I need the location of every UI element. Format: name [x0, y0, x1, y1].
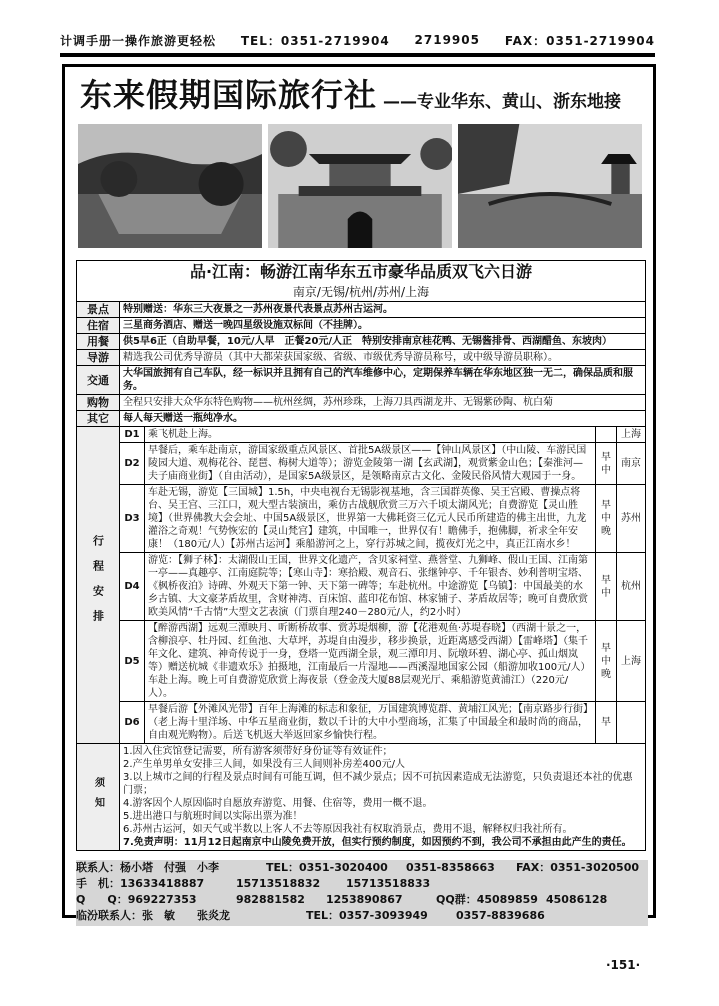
row-label: 住宿 — [77, 318, 120, 334]
day-meals: 早中 — [596, 553, 617, 621]
mobile-3: 15713518833 — [346, 877, 431, 890]
agency-slogan: ——专业华东、黄山、浙东地接 — [383, 92, 622, 112]
row-text: 特别赠送：华东三大夜景之一苏州夜景代表景点苏州古运河。 — [120, 302, 646, 318]
day-text: 【醉游西湖】远观三潭映月、听断桥故事、赏苏堤烟柳，游【花港观鱼·苏堤春晓】（西湖十景之一，含柳浪亭、牡丹园、红鱼池、大草坪，苏堤自由漫步，移步换景，近距离感受西湖）【雷峰塔】（集千年文化、建筑、神奇传说于一身，登塔一览西湖全景，观三潭印月、阮墩环碧、湖心亭、孤山烟岚等）赠送杭城《非遗欢乐》拍摄地，江南最后一片湿地——西溪湿地国家公园（船游加收100元/人）车赴上海。晚上可自费游览欣赏上海夜景（登金茂大厦88层观光厅、乘船游览黄浦江）（220元/人）。 — [145, 621, 596, 702]
row-text: 全程只安排大众华东特色购物——杭州丝绸，苏州珍珠，上海刀具西湖龙井、无锡紫砂陶、杭白菊 — [120, 395, 646, 411]
contact-row — [76, 908, 648, 924]
row-label: 交通 — [77, 366, 120, 395]
tour-cities: 南京/无锡/杭州/苏州/上海 — [76, 283, 646, 301]
tour-table-block — [76, 260, 646, 858]
notice-label: 须知 — [77, 744, 120, 851]
itinerary-row — [77, 485, 646, 553]
day-text: 游览：【狮子林】：太湖假山王国，世界文化遗产，含贝家祠堂、燕誉堂、九狮峰、假山王国、江南第一亭——真趣亭、江南庭院等；【寒山寺】：寒拾殿、观音石、张继钟亭、千年银杏、妙利普明宝塔、《枫桥夜泊》诗碑、外观天下第一钟、天下第一碑等；车赴杭州。中途游览【乌镇】：中国最美的水乡古镇、大文豪茅盾故里，含财神湾、百床馆、蓝印花布馆、林家铺子、茅盾故居等；晚可自费欣赏欧美风情“千古情”大型文艺表演（门票自理240－280元/人，约2小时） — [145, 553, 596, 621]
day-meals: 早中 — [596, 443, 617, 485]
table-row — [77, 366, 646, 395]
day-city: 南京 — [617, 443, 646, 485]
day-city: 上海 — [617, 621, 646, 702]
tagline: 计调手册一操作旅游更轻松 — [60, 33, 217, 48]
itinerary-row — [77, 553, 646, 621]
notice-item: 5.进出港口与航班时间以实际出票为准！ — [123, 811, 303, 822]
notice-item: 2.产生单男单女安排三人间，如果没有三人间则补房差400元/人 — [123, 759, 405, 770]
header-rule — [60, 53, 655, 57]
qq-2: 982881582 — [236, 893, 305, 906]
page-number: ·151· — [606, 958, 641, 972]
linfen-contacts: 临汾联系人：张 敏 张炎龙 — [76, 909, 230, 922]
contact-tel2: 0351-8358663 — [406, 861, 495, 874]
photo-garden — [78, 124, 262, 248]
header-tel2: 2719905 — [414, 33, 480, 47]
notice-row — [77, 744, 646, 851]
day-city — [617, 702, 646, 744]
contact-row — [76, 876, 648, 892]
row-text: 每人每天赠送一瓶纯净水。 — [120, 411, 646, 427]
day-label: D2 — [120, 443, 145, 485]
table-row — [77, 395, 646, 411]
photo-lake-pavilion — [458, 124, 642, 248]
day-label: D3 — [120, 485, 145, 553]
table-row — [77, 350, 646, 366]
itinerary-row — [77, 443, 646, 485]
day-meals: 早 — [596, 702, 617, 744]
day-text: 车赴无锡，游览【三国城】1.5h，中央电视台无锡影视基地，含三国群英像、吴王宫殿、曹操点将台、吴王宫、三江口，观大型古装演出，乘仿古战舰欣赏三万六千顷太湖风光；自费游览【灵山胜境】（世界佛教大会会址、中国5A级景区，世界第一大佛耗资三亿元人民币所建造的佛主出世，九龙灌浴之奇观！气势恢宏的【灵山梵宫】建筑，中国唯一，世界仅有！瞻佛手，抱佛脚，祈求全年安康！（180元/人）【苏州古运河】乘船游河之上，穿行苏城之间，揽夜灯光之中，真正江南水乡！ — [145, 485, 596, 553]
linfen-tel2: 0357-8839686 — [456, 909, 545, 922]
qq-3: 1253890867 — [326, 893, 403, 906]
itinerary-row — [77, 702, 646, 744]
mobile-1: 手 机：13633418887 — [76, 877, 205, 890]
day-text: 乘飞机赴上海。 — [145, 427, 596, 443]
photo-strip — [78, 124, 642, 248]
notice-item: 6.苏州古运河，如天气或半数以上客人不去等原因我社有权取消景点，费用不退，解释权归我社所有。 — [123, 824, 573, 835]
contact-people: 联系人：杨小塔 付强 小李 — [76, 861, 219, 874]
day-label: D6 — [120, 702, 145, 744]
contact-row — [76, 892, 648, 908]
notice-list — [120, 744, 646, 851]
contact-block — [76, 860, 648, 926]
agency-name: 东来假期国际旅行社 — [80, 76, 378, 114]
row-text: 精选我公司优秀导游员（其中大都荣获国家级、省级、市级优秀导游员称号，或中级导游员职称）。 — [120, 350, 646, 366]
header-tel: TEL：0351-2719904 — [240, 33, 390, 48]
day-meals: 早中晚 — [596, 621, 617, 702]
table-row — [77, 302, 646, 318]
table-row — [77, 411, 646, 427]
day-city: 苏州 — [617, 485, 646, 553]
notice-item: 7.免责声明：11月12日起南京中山陵免费开放，但实行预约制度，如因预约不到，我公司不承担由此产生的责任。 — [123, 837, 632, 848]
top-header-bar — [60, 26, 655, 54]
day-label: D5 — [120, 621, 145, 702]
itinerary-row — [77, 427, 646, 443]
row-text: 三星商务酒店、赠送一晚四星级设施双标间（不挂牌）。 — [120, 318, 646, 334]
table-row — [77, 318, 646, 334]
linfen-tel: TEL：0357-3093949 — [306, 909, 428, 922]
day-text: 早餐后，乘车赴南京，游国家级重点风景区、首批5A级景区——【钟山风景区】（中山陵、车游民国陵园大道、观梅花谷、琵琶、梅树大道等）；游览金陵第一湖【玄武湖】，观赏紫金山色；【秦淮河—夫子庙商业街】（自由活动），是国家5A级景区，是领略南京古文化、金陵民俗风情大观园于一身。 — [145, 443, 596, 485]
contact-tel: TEL：0351-3020400 — [266, 861, 388, 874]
qq-group: QQ群：45089859 — [436, 893, 538, 906]
day-meals: 早中晚 — [596, 485, 617, 553]
notice-item: 3.以上城市之间的行程及景点时间有可能互调，但不减少景点；因不可抗因素造成无法游览，只负责退还本社的优惠门票； — [123, 772, 633, 796]
tour-title: 品·江南：畅游江南华东五市豪华品质双飞六日游 — [76, 260, 646, 283]
notice-item: 4.游客因个人原因临时自愿放弃游览、用餐、住宿等，费用一概不退。 — [123, 798, 433, 809]
row-label: 购物 — [77, 395, 120, 411]
table-row — [77, 334, 646, 350]
row-label: 其它 — [77, 411, 120, 427]
row-label: 用餐 — [77, 334, 120, 350]
day-meals — [596, 427, 617, 443]
row-label: 景点 — [77, 302, 120, 318]
day-city: 杭州 — [617, 553, 646, 621]
mobile-2: 15713518832 — [236, 877, 321, 890]
itinerary-row — [77, 621, 646, 702]
day-label: D1 — [120, 427, 145, 443]
row-text: 供5早6正（自助早餐，10元/人早 正餐20元/人正 特别安排南京桂花鸭、无锡酱排骨、西湖醋鱼、东坡肉） — [120, 334, 646, 350]
row-text: 大华国旅拥有自己车队，经一标识并且拥有自己的汽车维修中心，定期保养车辆在华东地区独一无二，确保品质和服务。 — [120, 366, 646, 395]
qq-group-2: 45086128 — [546, 893, 608, 906]
tour-info-table — [76, 301, 646, 851]
contact-row — [76, 860, 648, 876]
day-text: 早餐后游【外滩风光带】百年上海滩的标志和象征，万国建筑博览群、黄埔江风光；【南京路步行街】（老上海十里洋场、中华五星商业街，数以千计的大中小型商场，汇集了中国最全和最时尚的商品，自由观光购物）。后送飞机返大举返回家乡愉快行程。 — [145, 702, 596, 744]
row-label: 导游 — [77, 350, 120, 366]
contact-fax: FAX：0351-3020500 — [516, 861, 640, 874]
qq-1: Q Q：969227353 — [76, 893, 197, 906]
photo-gate — [268, 124, 452, 248]
day-city: 上海 — [617, 427, 646, 443]
itinerary-label: 行程安排 — [77, 427, 120, 744]
header-fax: FAX：0351-2719904 — [504, 33, 655, 48]
notice-item: 1.因入住宾馆登记需要，所有游客须带好身份证等有效证件； — [123, 746, 393, 757]
day-label: D4 — [120, 553, 145, 621]
agency-title — [80, 70, 650, 116]
